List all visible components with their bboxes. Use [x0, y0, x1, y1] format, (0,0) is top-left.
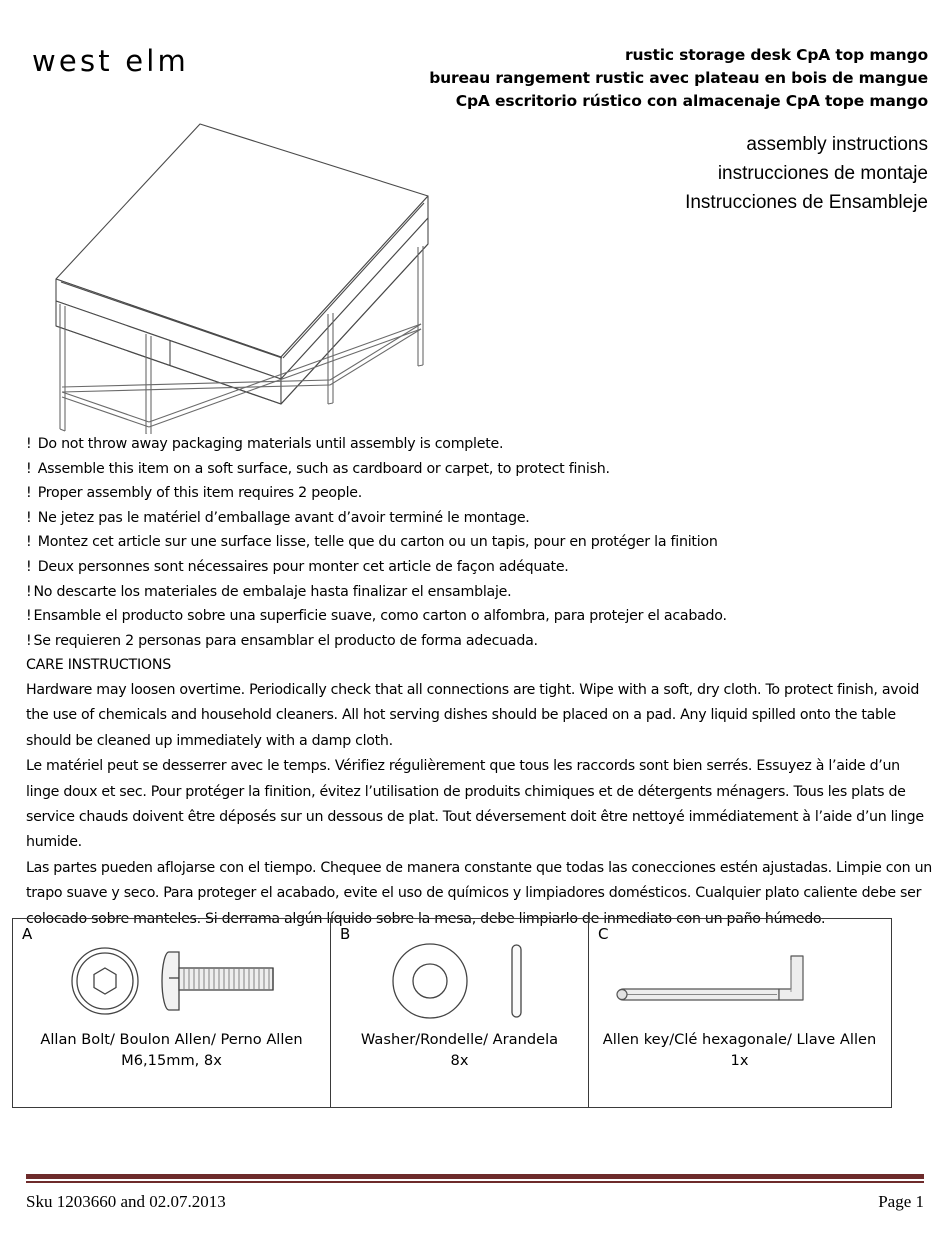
warning-line [26, 580, 932, 605]
product-title-block [308, 44, 928, 113]
parts-caption-b [331, 1029, 588, 1071]
care-paragraph-es: Las partes pueden aflojarse con el tiempo. Chequee de manera constante que todas las conecciones estén ajustadas. Limpie con un trapo suave y seco. Para proteger el acabado, evite el uso de químicos y limpiadores domésticos. Cualquier plato caliente debe ser colocado sobre manteles. Si derrama algún líquido sobre la mesa, debe limpiarlo de inmediato con un paño húmedo. [26, 859, 932, 927]
care-instructions-heading: CARE INSTRUCTIONS [26, 657, 171, 674]
product-title-line-2: bureau rangement rustic avec plateau en bois de mangue [429, 69, 928, 87]
warning-text: Deux personnes sont nécessaires pour monter cet article de façon adéquate. [37, 558, 569, 575]
warning-line [26, 604, 932, 629]
warning-marker: ! [26, 632, 32, 649]
warning-text: Ne jetez pas le matériel d’emballage avant d’avoir terminé le montage. [37, 509, 530, 526]
warning-line [26, 432, 932, 457]
product-drawing [18, 104, 448, 434]
parts-cell-a [13, 919, 331, 1107]
care-paragraph-fr: Le matériel peut se desserrer avec le temps. Vérifiez régulièrement que tous les raccords sont bien serrés. Essuyez à l’aide d’un linge doux et sec. Pour protéger la finition, évitez l’utilisation de produits chimiques et de détergents ménagers. Tous les plats de service chauds doivent être déposés sur un dessous de plat. Tout déversement doit être nettoyé immédiatement à l’aide d’un linge humide. [26, 758, 924, 851]
warning-text: Assemble this item on a soft surface, such as cardboard or carpet, to protect finish. [37, 460, 610, 477]
document-title-line-3: Instrucciones de Ensambleje [685, 192, 928, 213]
warning-marker: ! [26, 583, 32, 600]
parts-cell-b [331, 919, 589, 1107]
warning-text: Se requieren 2 personas para ensamblar el producto de forma adecuada. [33, 632, 538, 649]
page-footer [0, 1162, 950, 1254]
warning-text: Do not throw away packaging materials until assembly is complete. [37, 436, 504, 452]
warning-text: Proper assembly of this item requires 2 people. [37, 485, 363, 502]
parts-caption-c [589, 1029, 890, 1071]
parts-spec-a: M6,15mm, 8x [121, 1052, 222, 1069]
parts-letter-a: A [22, 925, 33, 943]
washer-icon [331, 933, 588, 1029]
allen-bolt-icon [13, 933, 330, 1029]
warning-marker: ! [26, 436, 32, 452]
care-paragraph-en: Hardware may loosen overtime. Periodically check that all connections are tight. Wipe with a soft, dry cloth. To protect finish, avoid the use of chemicals and household cleaners. All hot serving dishes should be placed on a pad. Any liquid spilled onto the table should be cleaned up immediately with a damp cloth. [26, 681, 920, 749]
parts-cell-c [589, 919, 890, 1107]
parts-caption-a [13, 1029, 330, 1071]
footer-sku: Sku 1203660 and 02.07.2013 [26, 1192, 226, 1211]
warning-line [26, 506, 932, 531]
allen-key-icon [589, 933, 890, 1029]
product-title-line-1: rustic storage desk CpA top mango [625, 46, 928, 64]
desk-illustration-svg [18, 104, 448, 434]
parts-spec-b: 8x [450, 1052, 469, 1069]
parts-name-a: Allan Bolt/ Boulon Allen/ Perno Allen [40, 1031, 303, 1048]
warning-text: Ensamble el producto sobre una superficie suave, como carton o alfombra, para protejer el acabado. [33, 608, 727, 625]
parts-name-c: Allen key/Clé hexagonale/ Llave Allen [602, 1031, 877, 1048]
warning-marker: ! [26, 509, 32, 526]
warning-line [26, 555, 932, 580]
warning-text: Montez cet article sur une surface lisse, telle que du carton ou un tapis, pour en protéger la finition [37, 534, 718, 551]
hardware-parts-table [12, 918, 892, 1108]
warning-line [26, 629, 932, 654]
document-title-line-1: assembly instructions [746, 134, 928, 155]
warning-marker: ! [26, 534, 32, 551]
warning-marker: ! [26, 608, 32, 625]
document-title-line-2: instrucciones de montaje [717, 163, 928, 184]
instructions-body [26, 432, 932, 932]
brand-logo: west elm [32, 44, 190, 78]
warning-line [26, 457, 932, 482]
warning-marker: ! [26, 558, 32, 575]
warning-marker: ! [26, 460, 32, 477]
parts-letter-c: C [598, 925, 609, 943]
warning-line [26, 481, 932, 506]
footer-page-number: Page 1 [878, 1192, 924, 1211]
parts-spec-c: 1x [730, 1052, 749, 1069]
warning-marker: ! [26, 485, 32, 502]
warning-text: No descarte los materiales de embalaje hasta finalizar el ensamblaje. [33, 583, 512, 600]
parts-name-b: Washer/Rondelle/ Arandela [360, 1031, 559, 1048]
product-title-line-3: CpA escritorio rústico con almacenaje CpA tope mango [455, 92, 928, 110]
footer-rule-thin [26, 1181, 924, 1183]
footer-rule-thick [26, 1174, 924, 1179]
warning-line [26, 530, 932, 555]
parts-letter-b: B [340, 925, 351, 943]
